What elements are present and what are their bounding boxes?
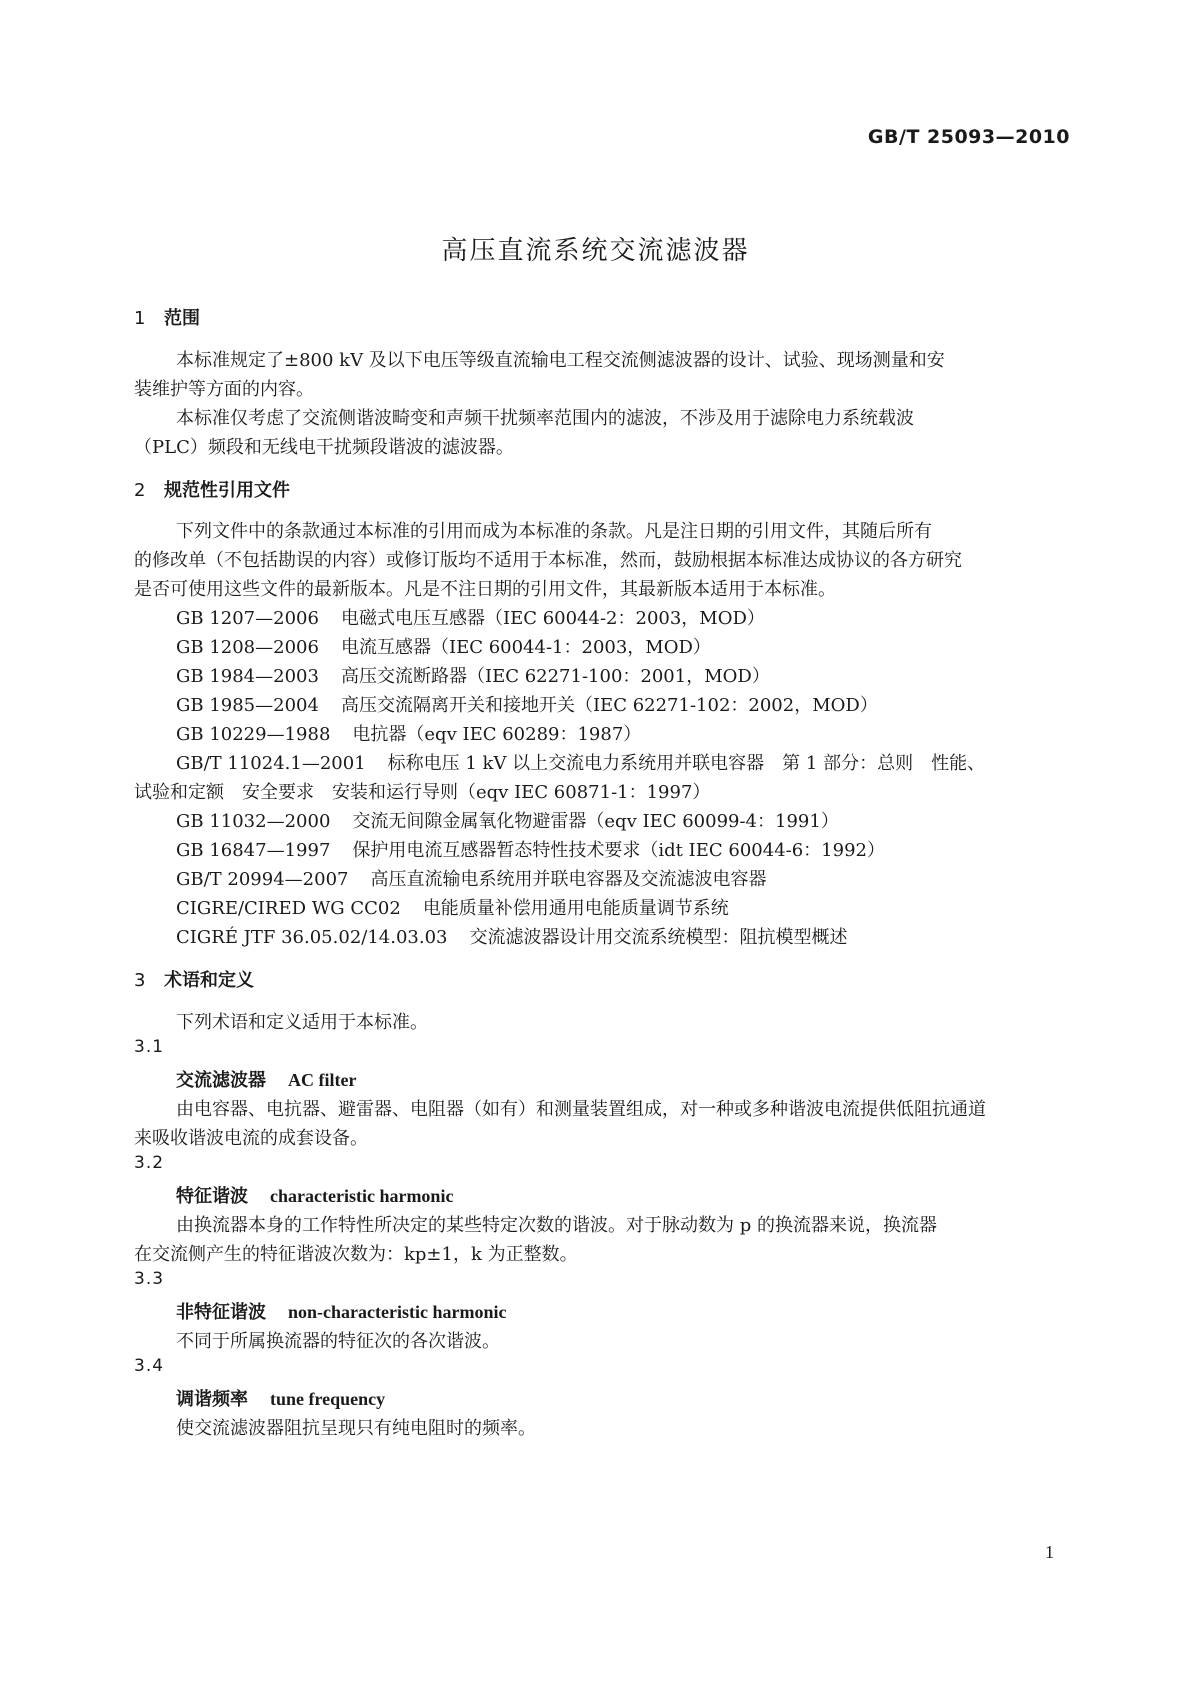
term-english: non-characteristic harmonic — [288, 1302, 507, 1322]
paragraph-line: 是否可使用这些文件的最新版本。凡是不注日期的引用文件，其最新版本适用于本标准。 — [134, 579, 836, 600]
section-number: 2 — [134, 480, 146, 501]
definition-line: 在交流侧产生的特征谐波次数为：kp±1，k 为正整数。 — [134, 1244, 578, 1265]
reference-code: GB 1985—2004 — [176, 695, 319, 716]
reference-title: 电流互感器（IEC 60044-1：2003，MOD） — [340, 637, 711, 658]
section-2-heading — [134, 476, 290, 502]
definition-line: 由电容器、电抗器、避雷器、电阻器（如有）和测量装置组成，对一种或多种谐波电流提供低阻抗通道 — [176, 1099, 986, 1120]
reference-code: GB 16847—1997 — [176, 840, 331, 861]
reference-code: GB 1208—2006 — [176, 637, 319, 658]
reference-title: 电磁式电压互感器（IEC 60044-2：2003，MOD） — [340, 608, 765, 629]
section-number: 1 — [134, 308, 146, 329]
reference-title: 标称电压 1 kV 以上交流电力系统用并联电容器 第 1 部分：总则 性能、 — [387, 753, 986, 774]
definition-line: 来吸收谐波电流的成套设备。 — [134, 1128, 368, 1149]
term-entry — [176, 1385, 385, 1411]
reference-code: GB/T 11024.1—2001 — [176, 753, 366, 774]
section-title: 术语和定义 — [164, 970, 254, 991]
definition-line: 由换流器本身的工作特性所决定的某些特定次数的谐波。对于脉动数为 p 的换流器来说，换流器 — [176, 1215, 937, 1236]
reference-item — [176, 691, 878, 717]
clause-number: 3.3 — [134, 1269, 165, 1289]
term-english: characteristic harmonic — [270, 1186, 454, 1206]
reference-title: 高压交流断路器（IEC 62271-100：2001，MOD） — [340, 666, 770, 687]
definition-line: 不同于所属换流器的特征次的各次谐波。 — [176, 1331, 500, 1352]
reference-item — [176, 923, 848, 949]
paragraph-line: 本标准规定了±800 kV 及以下电压等级直流输电工程交流侧滤波器的设计、试验、现场测量和安 — [176, 350, 945, 371]
reference-item — [176, 720, 641, 746]
section-1-heading — [134, 304, 200, 330]
reference-code: GB 1207—2006 — [176, 608, 319, 629]
term-chinese: 调谐频率 — [176, 1389, 248, 1410]
reference-title: 交流滤波器设计用交流系统模型：阻抗模型概述 — [469, 927, 848, 948]
reference-title-continued: 试验和定额 安全要求 安装和运行导则（eqv IEC 60871-1：1997） — [134, 782, 711, 803]
clause-number: 3.1 — [134, 1037, 165, 1057]
reference-code: GB/T 20994—2007 — [176, 869, 349, 890]
reference-title: 高压直流输电系统用并联电容器及交流滤波电容器 — [370, 869, 767, 890]
reference-item — [176, 604, 765, 630]
term-english: AC filter — [288, 1070, 357, 1090]
reference-title: 电能质量补偿用通用电能质量调节系统 — [422, 898, 729, 919]
reference-title: 高压交流隔离开关和接地开关（IEC 62271-102：2002，MOD） — [340, 695, 878, 716]
clause-number: 3.4 — [134, 1356, 165, 1376]
term-chinese: 非特征谐波 — [176, 1302, 266, 1323]
reference-item — [176, 749, 985, 775]
clause-number: 3.2 — [134, 1153, 165, 1173]
term-entry — [176, 1298, 506, 1324]
reference-item — [176, 633, 711, 659]
reference-title: 保护用电流互感器暂态特性技术要求（idt IEC 60044-6：1992） — [352, 840, 885, 861]
reference-title: 电抗器（eqv IEC 60289：1987） — [352, 724, 642, 745]
reference-item — [176, 807, 839, 833]
standard-number: GB/T 25093—2010 — [867, 126, 1070, 148]
section-title: 范围 — [164, 308, 200, 329]
section-3-heading — [134, 966, 254, 992]
paragraph-line: 下列文件中的条款通过本标准的引用而成为本标准的条款。凡是注日期的引用文件，其随后所有 — [176, 521, 932, 542]
reference-code: CIGRE/CIRED WG CC02 — [176, 898, 401, 919]
term-entry — [176, 1066, 356, 1092]
reference-title: 交流无间隙金属氧化物避雷器（eqv IEC 60099-4：1991） — [352, 811, 839, 832]
document-title: 高压直流系统交流滤波器 — [441, 236, 750, 266]
reference-item — [176, 894, 729, 920]
reference-code: CIGRÉ JTF 36.05.02/14.03.03 — [176, 927, 448, 948]
paragraph-line: 本标准仅考虑了交流侧谐波畸变和声频干扰频率范围内的滤波，不涉及用于滤除电力系统载波 — [176, 408, 914, 429]
term-chinese: 交流滤波器 — [176, 1070, 266, 1091]
paragraph-line: 装维护等方面的内容。 — [134, 379, 314, 400]
section-title: 规范性引用文件 — [164, 480, 290, 501]
term-english: tune frequency — [270, 1389, 386, 1409]
reference-item — [176, 865, 766, 891]
definition-line: 使交流滤波器阻抗呈现只有纯电阻时的频率。 — [176, 1418, 536, 1439]
reference-code: GB 1984—2003 — [176, 666, 319, 687]
reference-code: GB 10229—1988 — [176, 724, 331, 745]
term-entry — [176, 1182, 453, 1208]
page-number: 1 — [1045, 1542, 1054, 1562]
reference-item — [176, 836, 885, 862]
term-chinese: 特征谐波 — [176, 1186, 248, 1207]
paragraph-line: 下列术语和定义适用于本标准。 — [176, 1012, 428, 1033]
paragraph-line: 的修改单（不包括勘误的内容）或修订版均不适用于本标准，然而，鼓励根据本标准达成协议的各方研究 — [134, 550, 962, 571]
paragraph-line: （PLC）频段和无线电干扰频段谐波的滤波器。 — [134, 437, 514, 458]
reference-item — [176, 662, 770, 688]
reference-code: GB 11032—2000 — [176, 811, 331, 832]
section-number: 3 — [134, 970, 146, 991]
